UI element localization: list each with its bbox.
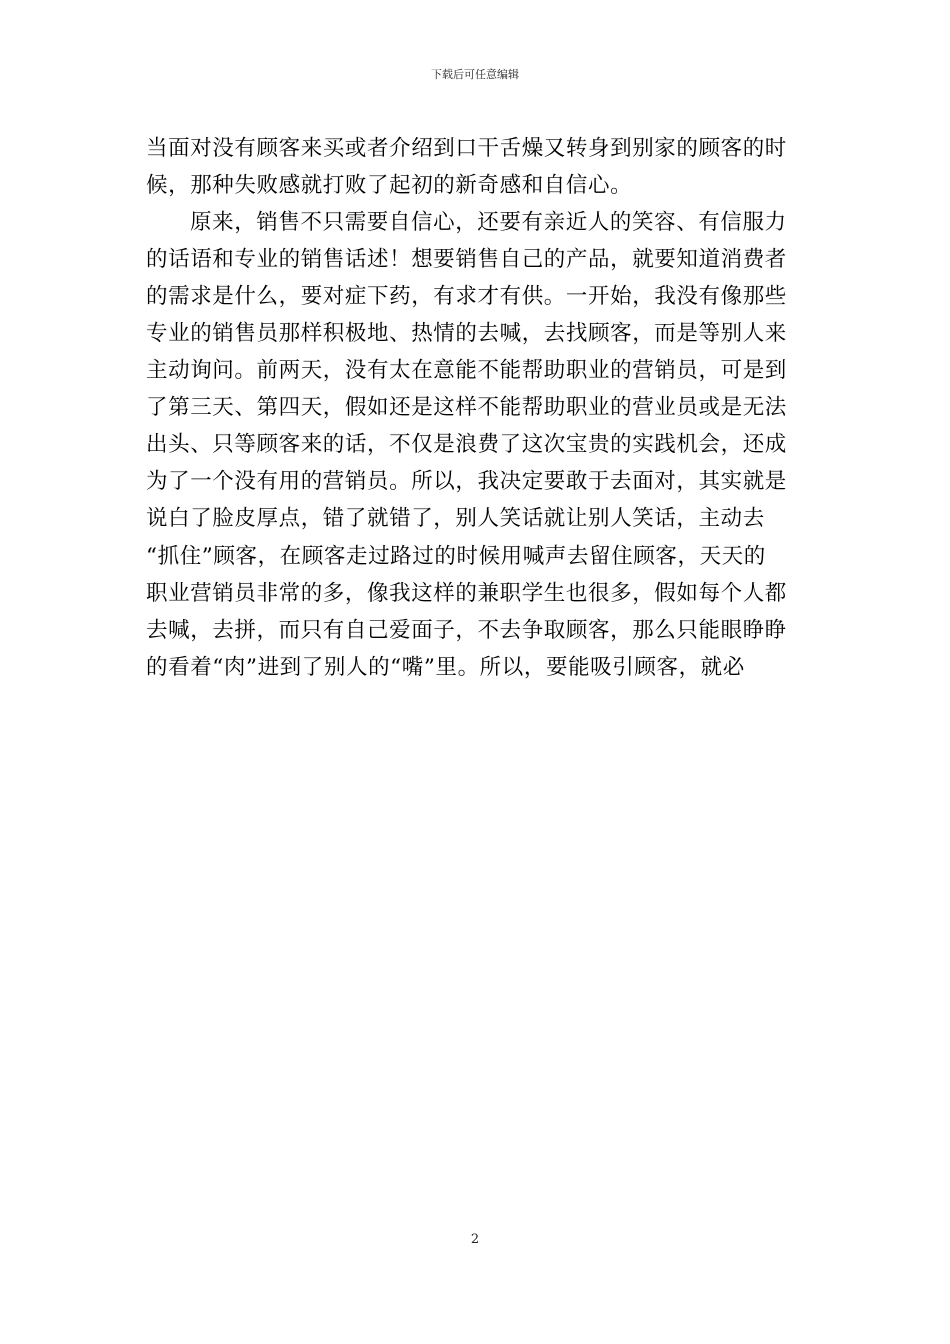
page-number: 2 [470,1232,480,1247]
text-line: 主动询问。前两天，没有太在意能不能帮助职业的营销员，可是到 [146,358,787,384]
text-line: 职业营销员非常的多，像我这样的兼职学生也很多，假如每个人都 [146,580,787,606]
text-line: 去喊，去拼，而只有自己爱面子，不去争取顾客，那么只能眼睁睁 [146,617,787,643]
text-line: 出头、只等顾客来的话，不仅是浪费了这次宝贵的实践机会，还成 [146,432,787,458]
text-line: 专业的销售员那样积极地、热情的去喊，去找顾客，而是等别人来 [146,321,787,347]
text-line: 为了一个没有用的营销员。所以，我决定要敢于去面对，其实就是 [146,469,787,495]
text-line: 原来，销售不只需要自信心，还要有亲近人的笑容、有信服力 [190,210,787,236]
text-line: 当面对没有顾客来买或者介绍到口干舌燥又转身到别家的顾客的时 [146,136,787,161]
text-line: 的需求是什么，要对症下药，有求才有供。一开始，我没有像那些 [146,284,787,310]
page-header: 下载后可任意编辑 [431,68,519,81]
text-line: 的看着“肉”进到了别人的“嘴”里。所以，要能吸引顾客，就必 [146,654,745,680]
text-line: 了第三天、第四天，假如还是这样不能帮助职业的营业员或是无法 [146,395,787,421]
text-line: “抓住”顾客，在顾客走过路过的时候用喊声去留住顾客，天天的 [146,543,766,569]
text-line: 候，那种失败感就打败了起初的新奇感和自信心。 [146,173,633,199]
text-line: 的话语和专业的销售话述！想要销售自己的产品，就要知道消费者 [146,247,787,273]
document-body [146,130,806,686]
text-line: 说白了脸皮厚点，错了就错了，别人笑话就让别人笑话，主动去 [146,506,765,532]
